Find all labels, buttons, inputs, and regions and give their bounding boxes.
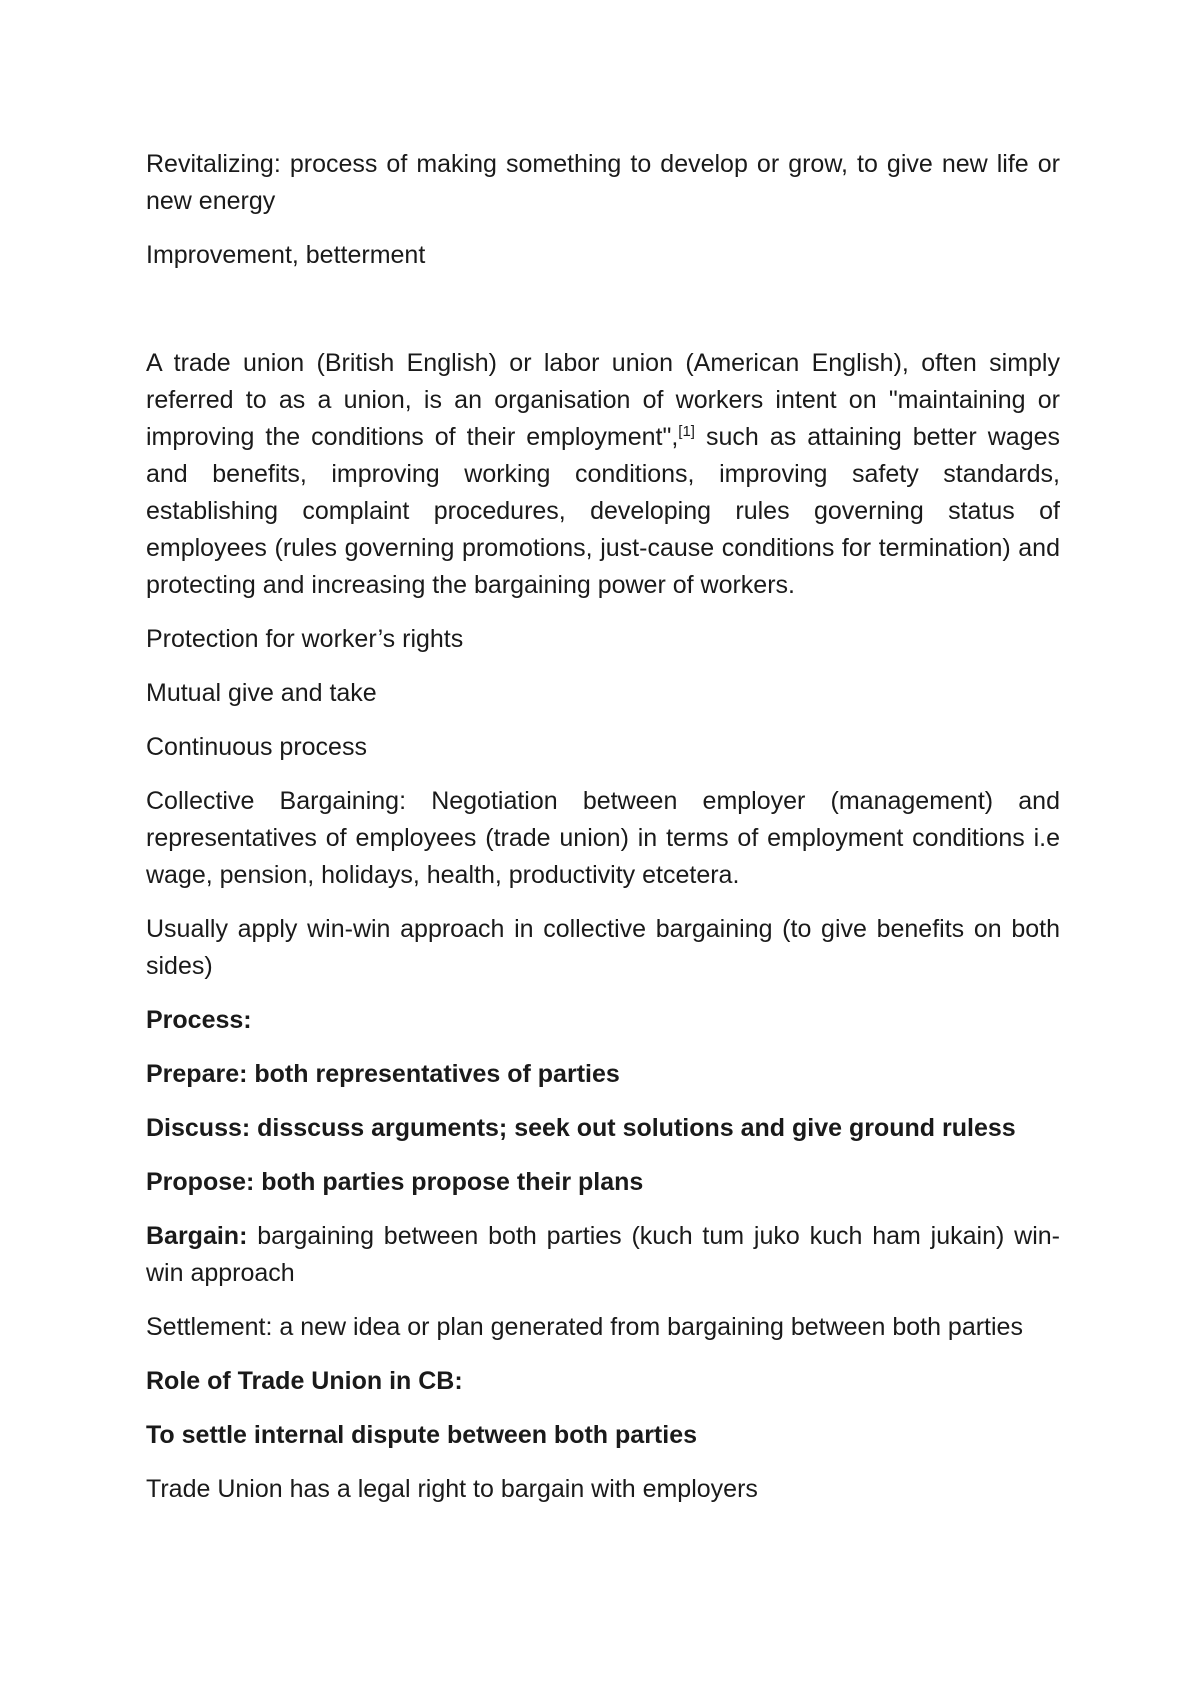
document-body [146,146,1060,1525]
heading-role-trade-union: Role of Trade Union in CB: [146,1367,463,1395]
definition-revitalizing: Revitalizing: process of making something to develop or grow, to give new life or new energy [146,150,1060,215]
synonyms-line: Improvement, betterment [146,241,426,269]
role-settle-dispute: To settle internal dispute between both parties [146,1421,698,1449]
role-legal-right: Trade Union has a legal right to bargain with employers [146,1475,758,1503]
step-propose: Propose: both parties propose their plans [146,1168,644,1196]
trade-union-text-end: such as attaining better wages and benefits, improving working conditions, improving safety standards, establishing complaint procedures, developing rules governing status of employees (rules governing promotions, just-cause conditions for termination) and protecting and increasing the bargaining power of workers. [146,423,1060,599]
note-protection: Protection for worker’s rights [146,625,464,653]
step-discuss: Discuss: disscuss arguments; seek out solutions and give ground ruless [146,1114,1016,1142]
note-continuous: Continuous process [146,733,367,761]
step-bargain-label: Bargain: [146,1222,248,1250]
trade-union-paragraph [146,345,1060,604]
step-bargain [146,1218,1060,1292]
step-settlement: Settlement: a new idea or plan generated from bargaining between both parties [146,1313,1023,1341]
definition-collective-bargaining: Collective Bargaining: Negotiation between employer (management) and representatives of employees (trade union) in terms of employment conditions i.e wage, pension, holidays, health, productivity etcetera. [146,787,1060,889]
note-win-win: Usually apply win-win approach in collective bargaining (to give benefits on both sides) [146,915,1060,980]
step-prepare: Prepare: both representatives of parties [146,1060,620,1088]
note-mutual: Mutual give and take [146,679,377,707]
heading-process: Process: [146,1006,252,1034]
citation-reference: [1] [678,423,695,440]
step-bargain-text: bargaining between both parties (kuch tum juko kuch ham jukain) win-win approach [146,1222,1060,1287]
trade-union-text-start: A trade union (British English) or labor union (American English), often simply referred to as a union, is an organisation of workers intent on "maintaining or improving the conditions of their employment", [146,349,1060,451]
blank-line [146,291,1060,328]
